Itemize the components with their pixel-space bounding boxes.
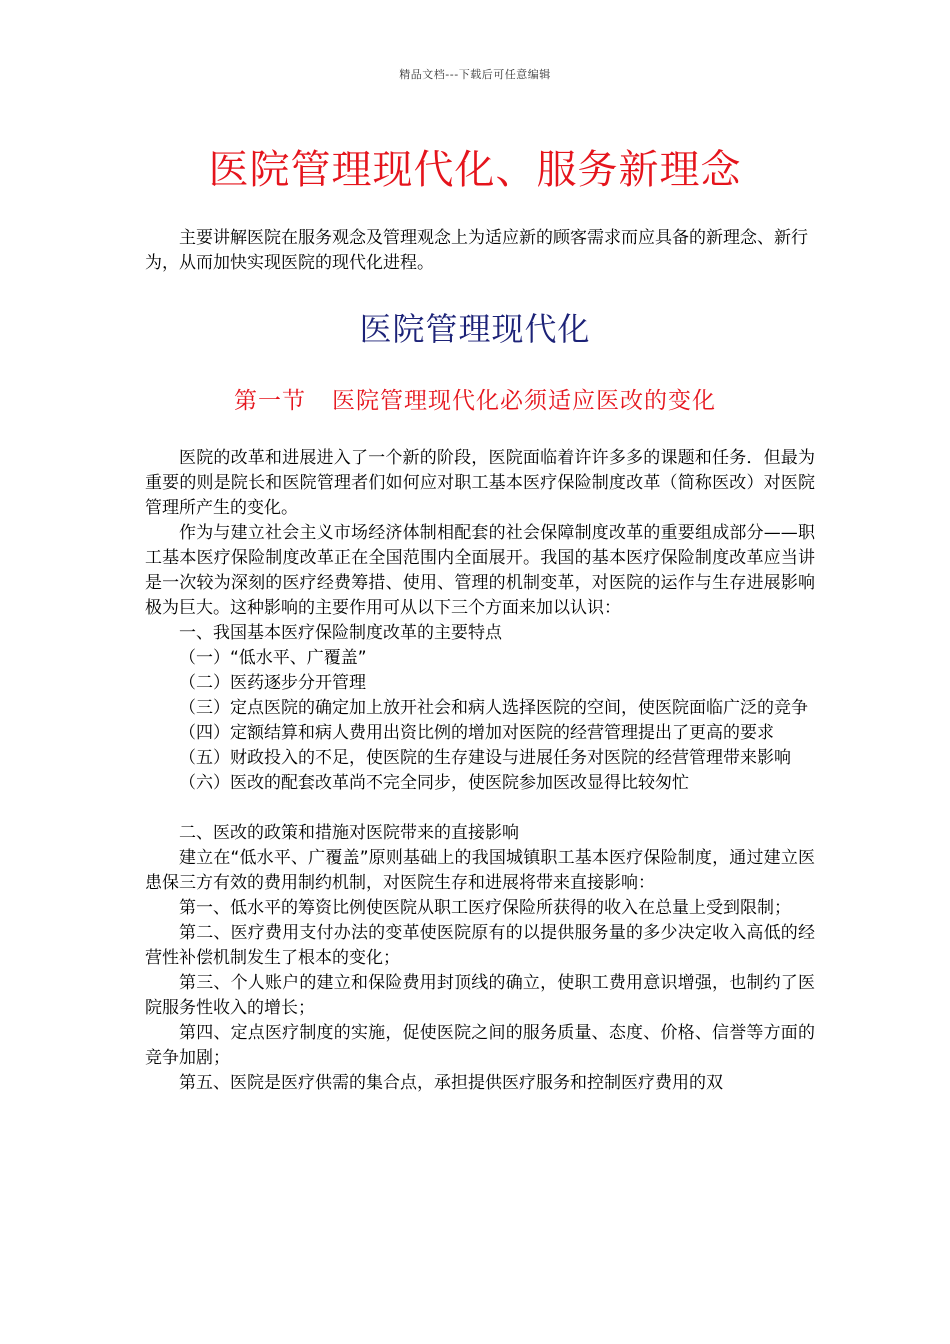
chapter-number: 第一节 — [234, 388, 306, 414]
section-title: 医院管理现代化 — [359, 310, 591, 348]
paragraph: 作为与建立社会主义市场经济体制相配套的社会保障制度改革的重要组成部分——职工基本医疗保险制度改革正在全国范围内全面展开。我国的基本医疗保险制度改革应当讲是一次较为深刻的医疗经费筹措、使用、管理的机制变革，对医院的运作与生存进展影响极为巨大。这种影响的主要作用可从以下三个方面来加以认识： — [145, 523, 815, 618]
spacer — [145, 796, 815, 821]
subheading: 二、医改的政策和措施对医院带来的直接影响 — [179, 823, 519, 843]
list-item: （二）医药逐步分开管理 — [179, 673, 366, 693]
paragraph: 第五、医院是医疗供需的集合点，承担提供医疗服务和控制医疗费用的双 — [179, 1073, 723, 1093]
main-title: 医院管理现代化、服务新理念 — [208, 147, 742, 193]
paragraph: 建立在“低水平、广覆盖”原则基础上的我国城镇职工基本医疗保险制度，通过建立医患保三方有效的费用制约机制，对医院生存和进展将带来直接影响： — [145, 848, 815, 893]
subheading: 一、我国基本医疗保险制度改革的主要特点 — [179, 623, 502, 643]
paragraph: 第三、个人账户的建立和保险费用封顶线的确立，使职工费用意识增强，也制约了医院服务性收入的增长； — [145, 973, 815, 1018]
list-item: （六）医改的配套改革尚不完全同步，使医院参加医改显得比较匆忙 — [179, 773, 689, 793]
list-item: （五）财政投入的不足，使医院的生存建设与进展任务对医院的经营管理带来影响 — [179, 748, 791, 768]
list-item: （三）定点医院的确定加上放开社会和病人选择医院的空间，使医院面临广泛的竞争 — [179, 698, 808, 718]
chapter-title — [0, 382, 950, 415]
paragraph: 医院的改革和进展进入了一个新的阶段，医院面临着许许多多的课题和任务．但最为重要的则是院长和医院管理者们如何应对职工基本医疗保险制度改革（简称医改）对医院管理所产生的变化。 — [145, 448, 815, 518]
intro-paragraph: 主要讲解医院在服务观念及管理观念上为适应新的顾客需求而应具备的新理念、新行为，从而加快实现医院的现代化进程。 — [145, 228, 808, 273]
paragraph: 第一、低水平的筹资比例使医院从职工医疗保险所获得的收入在总量上受到限制； — [179, 898, 791, 918]
list-item: （四）定额结算和病人费用出资比例的增加对医院的经营管理提出了更高的要求 — [179, 723, 774, 743]
chapter-heading: 医院管理现代化必须适应医改的变化 — [332, 388, 716, 414]
paragraph: 第二、医疗费用支付办法的变革使医院原有的以提供服务量的多少决定收入高低的经营性补偿机制发生了根本的变化； — [145, 923, 815, 968]
paragraph: 第四、定点医疗制度的实施，促使医院之间的服务质量、态度、价格、信誉等方面的竞争加剧； — [145, 1023, 815, 1068]
list-item: （一）“低水平、广覆盖” — [179, 648, 367, 668]
body-text — [145, 446, 815, 1096]
header-note: 精品文档---下载后可任意编辑 — [399, 68, 551, 81]
